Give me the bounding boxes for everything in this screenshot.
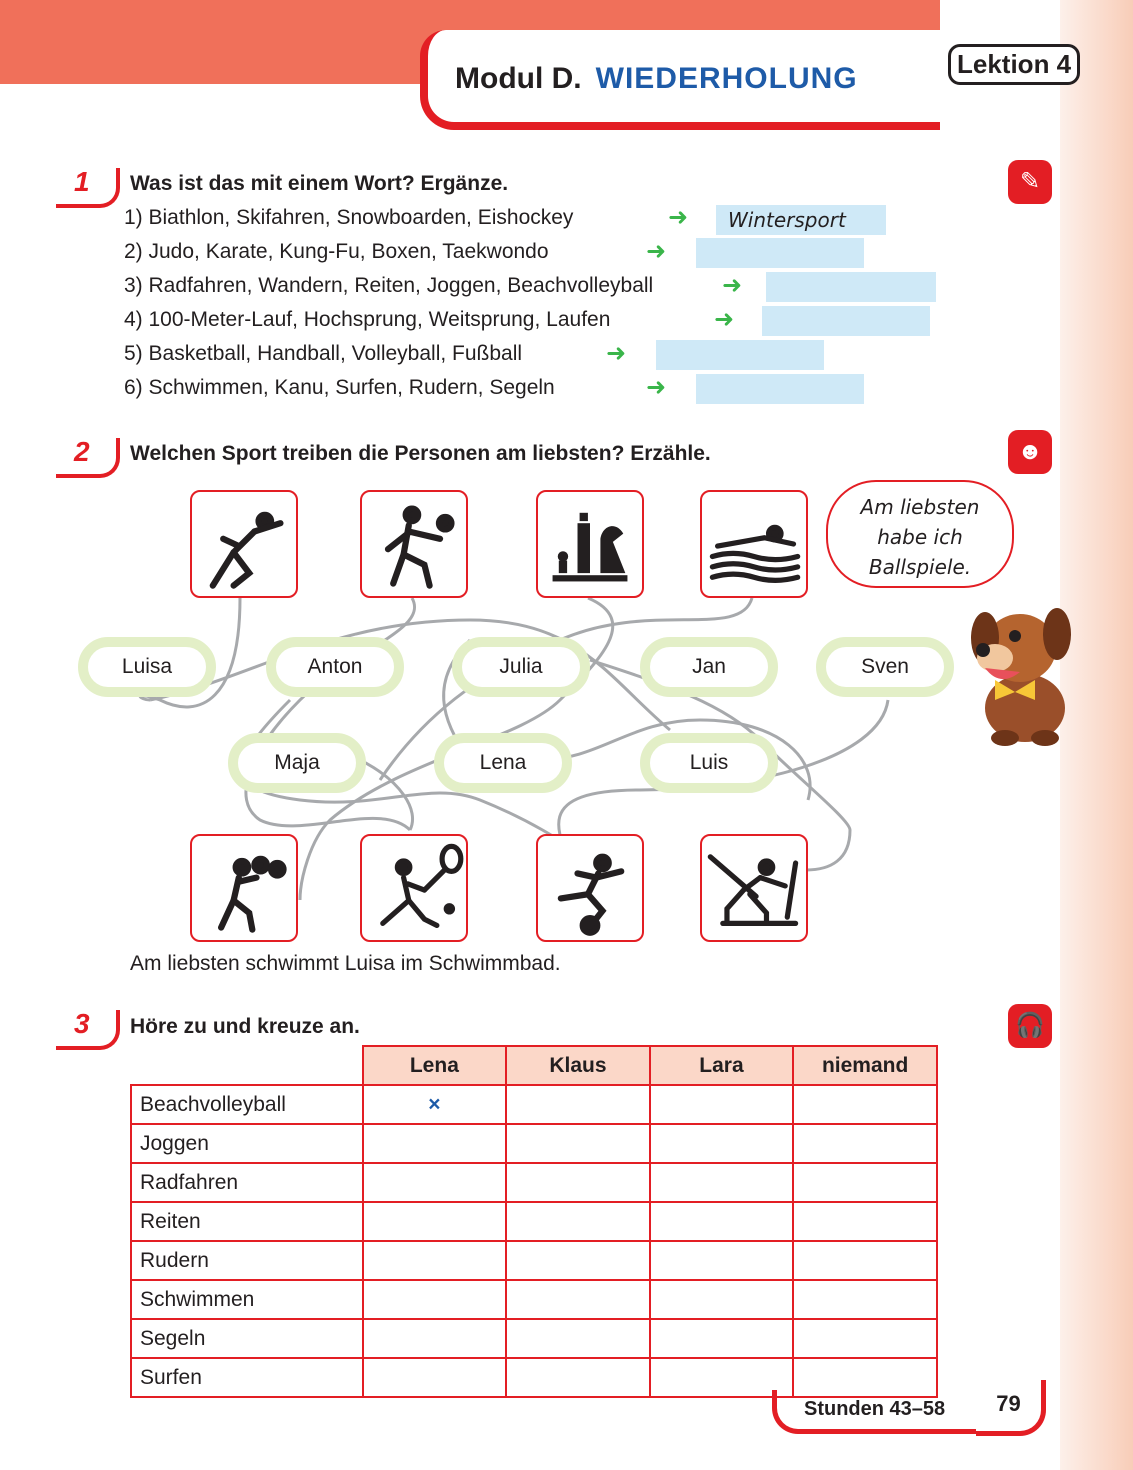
table-cell[interactable] [650,1202,794,1241]
row-label: Joggen [131,1124,363,1163]
volleyball-icon [360,490,468,598]
running-icon [190,490,298,598]
speech-line-1: Am liebsten [860,495,980,519]
table-cell[interactable] [363,1124,507,1163]
row-label: Segeln [131,1319,363,1358]
table-cell[interactable] [506,1124,650,1163]
table-cell[interactable] [793,1241,937,1280]
modul-label: Modul D. [455,62,582,95]
table-cell[interactable] [363,1202,507,1241]
table-header-row [131,1046,937,1085]
module-title: WIEDERHOLUNG [595,62,858,95]
ex3-number: 3 [74,1008,90,1039]
arrow-right-icon: ➜ [646,374,667,401]
skiing-icon [700,834,808,942]
name-luis: Luis [640,733,778,793]
arrow-right-icon: ➜ [646,238,667,265]
dog-mascot-icon [965,588,1085,748]
arrow-right-icon: ➜ [606,340,627,367]
table-cell[interactable] [363,1241,507,1280]
speech-line-2: habe ich [877,525,963,549]
table-cell[interactable] [650,1319,794,1358]
headphones-icon: 🎧 [1008,1004,1052,1048]
table-cell[interactable] [650,1241,794,1280]
row-label: Reiten [131,1202,363,1241]
table-cell[interactable] [793,1280,937,1319]
name-anton: Anton [266,637,404,697]
ex2-title: Welchen Sport treiben die Personen am liebsten? Erzähle. [130,442,711,465]
table-cell[interactable] [793,1202,937,1241]
table-cell[interactable] [363,1358,507,1397]
table-cell[interactable] [506,1085,650,1124]
row-label: Schwimmen [131,1280,363,1319]
ex1-item-1: 1) Biathlon, Skifahren, Snowboarden, Eishockey [124,206,574,229]
arrow-right-icon: ➜ [722,272,743,299]
name-sven: Sven [816,637,954,697]
table-cell[interactable] [650,1280,794,1319]
row-label: Surfen [131,1358,363,1397]
table-row [131,1241,937,1280]
ex2-example-sentence: Am liebsten schwimmt Luisa im Schwimmbad. [130,952,561,975]
listening-table [130,1045,938,1398]
table-row [131,1319,937,1358]
ex1-item-6: 6) Schwimmen, Kanu, Surfen, Rudern, Segeln [124,376,555,399]
column-header-niemand: niemand [793,1046,937,1085]
lektion-badge: Lektion 4 [948,44,1080,85]
basketball-icon [190,834,298,942]
row-label: Radfahren [131,1163,363,1202]
name-luisa: Luisa [78,637,216,697]
row-label: Beachvolleyball [131,1085,363,1124]
speech-line-3: Ballspiele. [868,555,972,579]
chess-icon [536,490,644,598]
row-label: Rudern [131,1241,363,1280]
table-corner [131,1046,363,1085]
ex1-item-5: 5) Basketball, Handball, Volleyball, Fußball [124,342,523,365]
table-cell[interactable] [506,1319,650,1358]
table-cell[interactable] [506,1358,650,1397]
table-row [131,1085,937,1124]
name-maja: Maja [228,733,366,793]
ex1-item-4: 4) 100-Meter-Lauf, Hochsprung, Weitsprung, Laufen [124,308,611,331]
ex2-number: 2 [74,436,90,467]
name-jan: Jan [640,637,778,697]
ex1-answer-1-text: Wintersport [728,208,846,232]
table-row [131,1124,937,1163]
column-header-klaus: Klaus [506,1046,650,1085]
speaking-icon: ☻ [1008,430,1052,474]
table-cell[interactable] [363,1280,507,1319]
column-header-lara: Lara [650,1046,794,1085]
table-cell[interactable] [793,1124,937,1163]
ex1-item-3: 3) Radfahren, Wandern, Reiten, Joggen, Beachvolleyball [124,274,654,297]
name-julia: Julia [452,637,590,697]
ex1-item-2: 2) Judo, Karate, Kung-Fu, Boxen, Taekwondo [124,240,549,263]
tennis-icon [360,834,468,942]
table-row [131,1202,937,1241]
table-cell[interactable] [363,1319,507,1358]
table-cell[interactable] [650,1124,794,1163]
arrow-right-icon: ➜ [668,204,689,231]
pencil-icon: ✎ [1008,160,1052,204]
arrow-right-icon: ➜ [714,306,735,333]
table-row [131,1280,937,1319]
table-cell[interactable] [506,1280,650,1319]
table-cell[interactable] [793,1085,937,1124]
table-cell[interactable] [506,1241,650,1280]
football-icon [536,834,644,942]
ex1-title: Was ist das mit einem Wort? Ergänze. [130,172,509,195]
table-cell[interactable] [506,1163,650,1202]
ex1-number: 1 [74,166,90,197]
column-header-lena: Lena [363,1046,507,1085]
table-row [131,1163,937,1202]
table-cell[interactable] [506,1202,650,1241]
cross-mark[interactable]: × [363,1085,507,1124]
table-cell[interactable] [650,1085,794,1124]
name-lena: Lena [434,733,572,793]
footer-stunden: Stunden 43–58 [804,1398,946,1420]
speech-bubble [826,480,1014,588]
table-cell[interactable] [793,1163,937,1202]
page-number: 79 [976,1380,1046,1436]
ex3-title: Höre zu und kreuze an. [130,1015,360,1038]
table-cell[interactable] [650,1163,794,1202]
table-cell[interactable] [793,1319,937,1358]
swimming-icon [700,490,808,598]
table-cell[interactable] [363,1163,507,1202]
